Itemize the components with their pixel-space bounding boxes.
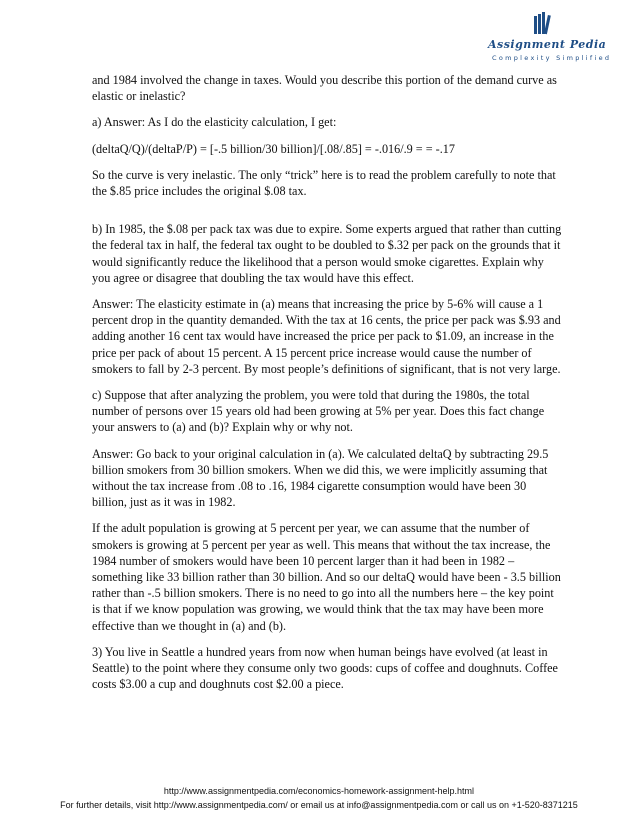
paragraph-population-growth: If the adult population is growing at 5 percent per year, we can assume that the number of smokers is growing at 5 percent per year as well. This means that without the tax increase, the 1984 number of smokers would have been 10 percent larger than it had been in 1982 – something like 33 billion rather than 30 billion. And so our deltaQ would have been - 3.5 billion rather than -.5 billion smokers. There is no need to go into all the numbers here – the key point is that if we know population was growing, we would think that the tax may have been more effective than we thought in (a) and (b). (92, 521, 561, 633)
paragraph-elasticity-formula: (deltaQ/Q)/(deltaP/P) = [-.5 billion/30 billion]/[.08/.85] = -.016/.9 = = -.17 (92, 141, 455, 156)
spacer (92, 209, 562, 221)
paragraph-question-c: c) Suppose that after analyzing the problem, you were told that during the 1980s, the total number of persons over 15 years old had been growing at 5% per year. Does this fact change your answers to (a) and (b)? Explain why or why not. (92, 388, 545, 435)
paragraph-question-3: 3) You live in Seattle a hundred years from now when human beings have evolved (at least in Seattle) to the point where they consume only two goods: cups of coffee and doughnuts. Coffee costs $3.00 a cup and doughnuts cost $2.00 a piece. (92, 644, 558, 692)
footer-contact: For further details, visit http://www.assignmentpedia.com/ or email us at info@assignmentpedia.com or call us on +1-520-8371215 (60, 800, 578, 810)
paragraph-demand-curve-question: and 1984 involved the change in taxes. Would you describe this portion of the demand curve as elastic or inelastic? (92, 73, 557, 104)
paragraph-inelastic-conclusion: So the curve is very inelastic. The only “trick” here is to read the problem carefully to note that the $.85 price includes the original $.08 tax. (92, 167, 556, 199)
footer-url: http://www.assignmentpedia.com/economics-homework-assignment-help.html (163, 786, 475, 796)
logo-tagline: Complexity Simplified (492, 54, 612, 62)
paragraph-question-b: b) In 1985, the $.08 per pack tax was due to expire. Some experts argued that rather than cutting the federal tax in half, the federal tax ought to be doubled to $.32 per pack on the grounds that it would significantly reduce the likelihood that a person would smoke cigarettes. Explain why you agree or disagree that doubling the tax would have this effect. (92, 222, 562, 285)
logo-name: Assignment Pedia (488, 38, 607, 51)
document-body (92, 72, 562, 703)
paragraph-answer-c: Answer: Go back to your original calculation in (a). We calculated deltaQ by subtracting 29.5 billion smokers from 30 billion smokers. When we did this, we were implicitly assuming that without the tax increase from .08 to .16, 1984 cigarette consumption would have been 30 billion, just as it was in 1982. (92, 446, 549, 510)
assignmentpedia-logo (470, 12, 630, 64)
paragraph-answer-b: Answer: The elasticity estimate in (a) means that increasing the price by 5-6% will cause a 1 percent drop in the quantity demanded. With the tax at 16 cents, the price per pack was $.93 and adding another 16 cent tax would have increased the price per pack to $1.09, an increase in the price per pack of about 15 percent. A 15 percent price increase would cause the number of smokers to fall by 2-3 percent. By most people’s definitions of significant, that is not very large. (92, 297, 561, 376)
paragraph-answer-a-intro: a) Answer: As I do the elasticity calculation, I get: (92, 115, 337, 130)
books-logo-icon (532, 12, 554, 36)
